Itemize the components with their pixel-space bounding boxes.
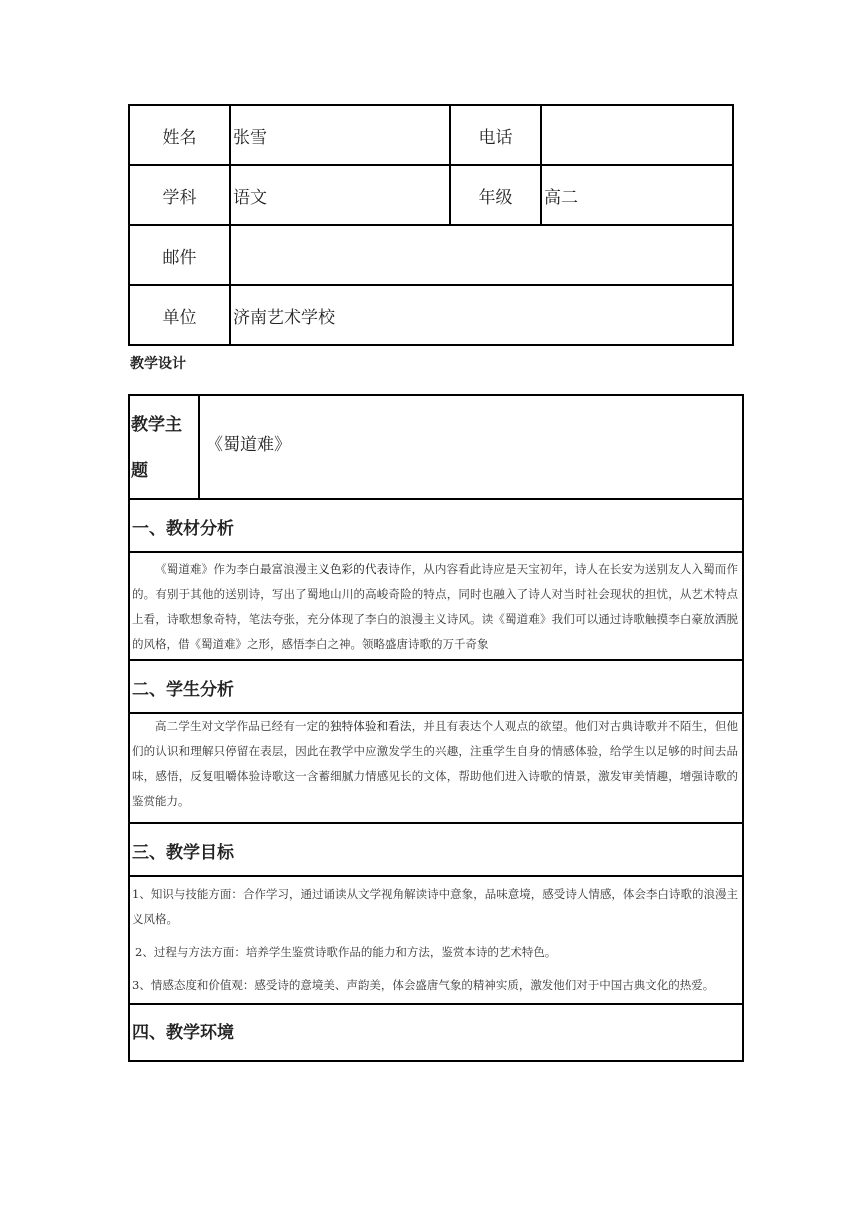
student-analysis-text <box>132 714 738 814</box>
goal-process: 2、过程与方法方面：培养学生鉴赏诗歌作品的能力和方法，鉴赏本诗的艺术特色。 <box>135 945 557 959</box>
section-heading: 四、教学环境 <box>132 1023 234 1043</box>
grade-value: 高二 <box>541 165 733 225</box>
text-span: 《蜀道难》作为李白最富浪漫主 <box>155 562 319 576</box>
email-value <box>230 225 733 285</box>
text-span: 高二学生对文学作品已经有一定的 <box>155 719 330 733</box>
subject-label: 学科 <box>129 165 230 225</box>
subject-value: 语文 <box>230 165 450 225</box>
table-row <box>129 165 733 225</box>
topic-value: 《蜀道难》 <box>206 435 291 455</box>
topic-row <box>130 396 742 500</box>
name-label: 姓名 <box>129 105 230 165</box>
text-span: 义色彩的代表 <box>318 562 389 576</box>
material-analysis-text <box>132 557 738 657</box>
table-row <box>129 285 733 345</box>
unit-value: 济南艺术学校 <box>230 285 733 345</box>
name-value: 张雪 <box>230 105 450 165</box>
teacher-info-table <box>128 104 734 346</box>
phone-value <box>541 105 733 165</box>
grade-label: 年级 <box>450 165 541 225</box>
section-heading-row <box>130 661 742 714</box>
section-body-row <box>130 877 742 1005</box>
section-heading: 三、教学目标 <box>132 843 234 863</box>
section-heading: 一、教材分析 <box>132 519 234 539</box>
section-heading: 二、学生分析 <box>132 680 234 700</box>
table-row <box>129 105 733 165</box>
section-heading-row <box>130 1005 742 1060</box>
goal-knowledge: 1、知识与技能方面：合作学习，通过诵读从文学视角解读诗中意象，品味意境，感受诗人情感，体会李白诗歌的浪漫主义风格。 <box>132 887 738 926</box>
section-heading-row <box>130 500 742 553</box>
goal-attitude: 3、情感态度和价值观：感受诗的意境美、声韵美，体会盛唐气象的精神实质，激发他们对于中国古典文化的热爱。 <box>132 978 715 992</box>
table-row <box>129 225 733 285</box>
teaching-design-table <box>128 394 744 1062</box>
topic-label: 教学主题 <box>130 396 200 498</box>
section-body-row <box>130 553 742 661</box>
email-label: 邮件 <box>129 225 230 285</box>
design-title: 教学设计 <box>130 356 186 372</box>
section-body-row <box>130 714 742 824</box>
text-span: ，并且有表达个人观点的欲望。他们对古典诗歌并不陌生，但他们的认识和理解只停留在表层，因此在教学中应激发学生的兴趣，注重学生自身的情感体验，给学生以足够的时间去品味，感悟，反复咀嚼体验诗歌这一含蓄细腻力情感见长的文体，帮助他们进入诗歌的情景，激发审美情趣，增强诗歌的鉴赏能力。 <box>132 719 739 808</box>
phone-label: 电话 <box>450 105 541 165</box>
unit-label: 单位 <box>129 285 230 345</box>
section-heading-row <box>130 824 742 877</box>
text-span: 诗作，从内容看此诗应是天宝初年，诗人在长安为送别友人入蜀而作的。有别于其他的送别诗，写出了蜀地山川的高峻奇险的特点，同时也融入了诗人对当时社会现状的担忧，从艺术特点上看，诗歌想象奇特，笔法夸张，充分体现了李白的浪漫主义诗风。读《蜀道难》我们可以通过诗歌触摸李白豪放洒脱的风格，借《蜀道难》之形，感悟李白之神。领略盛唐诗歌的万千奇象 <box>132 562 739 651</box>
text-span: 独特体验和看法 <box>329 719 412 733</box>
